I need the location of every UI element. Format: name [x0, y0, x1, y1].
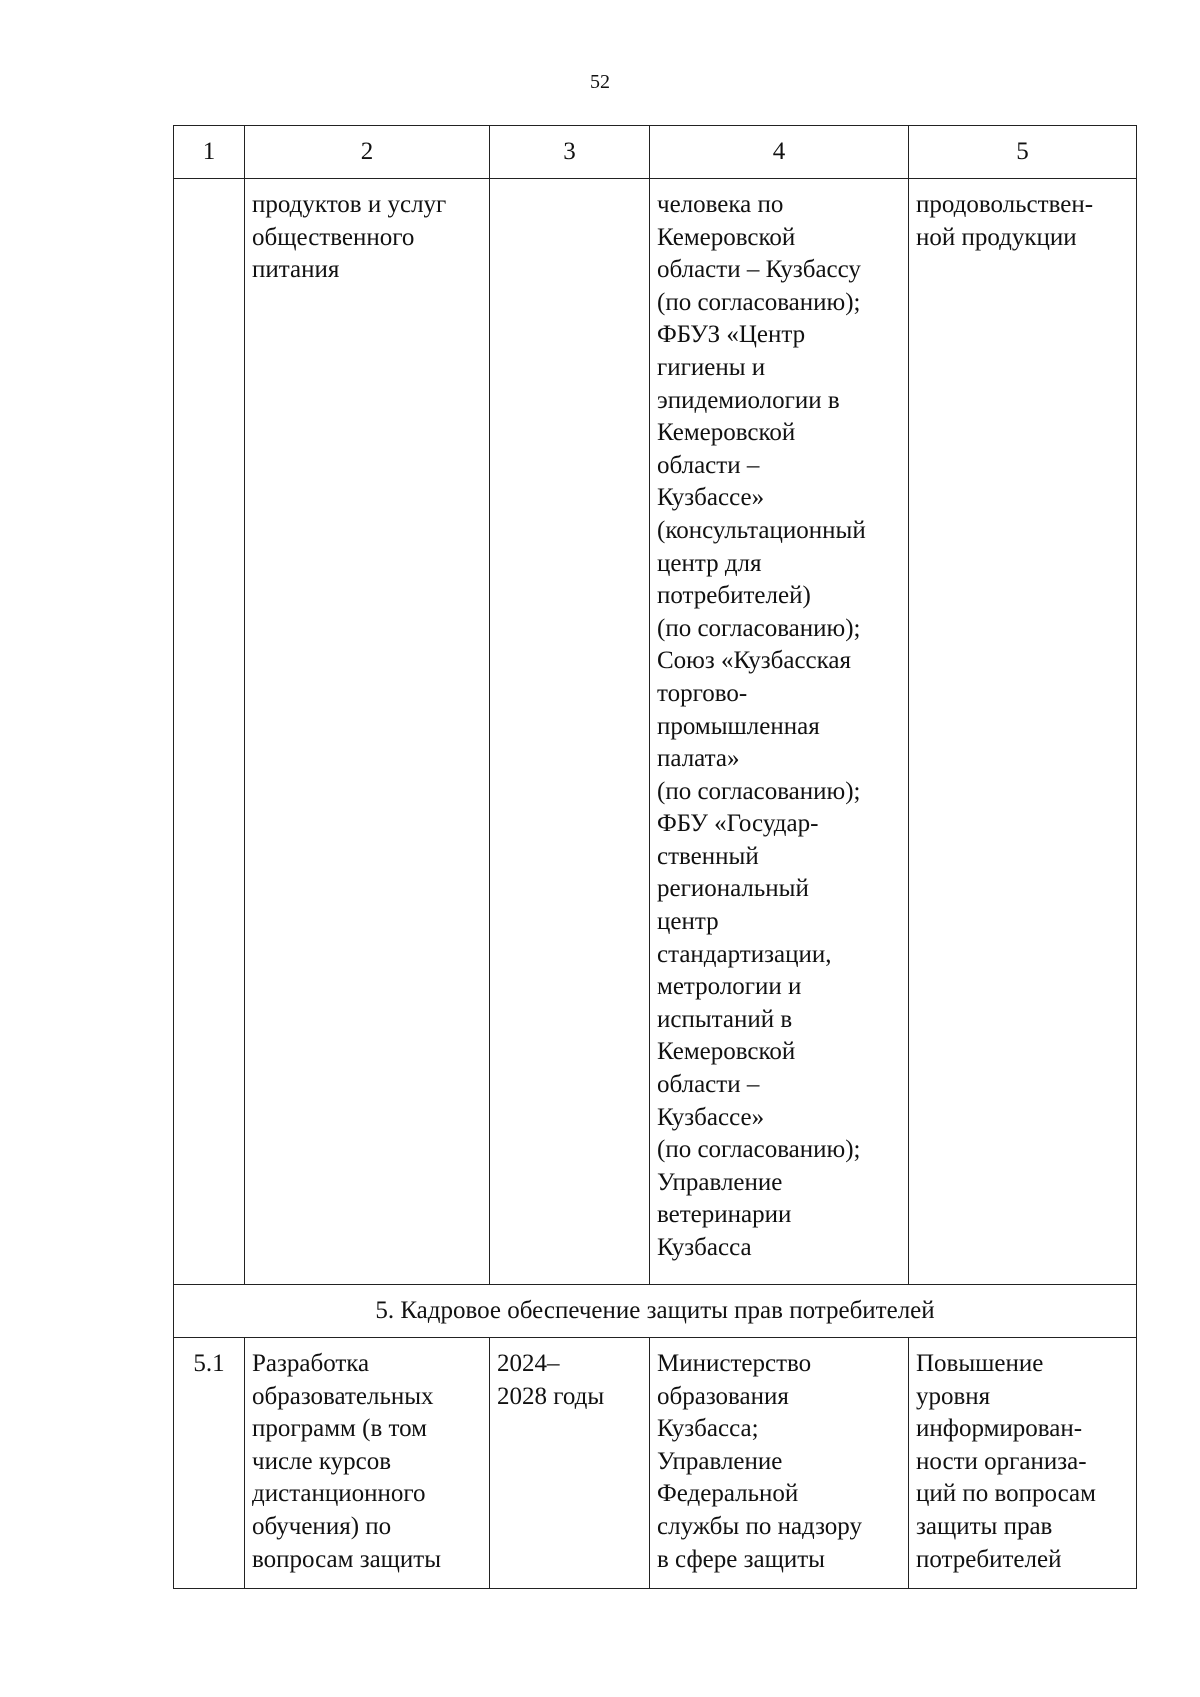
cell-number: 5.1	[174, 1338, 245, 1589]
page-number: 52	[590, 71, 610, 93]
cell-period	[490, 179, 650, 1285]
cell-result: продовольствен- ной продукции	[909, 179, 1137, 1285]
cell-executors: человека по Кемеровской области – Кузбассу (по согласованию); ФБУЗ «Центр гигиены и эпидемиологии в Кемеровской области – Кузбассе» (консультационный центр для потребителей) (по согласованию); Союз «Кузбасская торгово- промышленная палата» (по согласованию); ФБУ «Государ- ственный региональный центр стандартизации, метрологии и испытаний в Кемеровской области – Кузбассе» (по согласованию); Управление ветеринарии Кузбасса	[650, 179, 909, 1285]
header-col-3: 3	[490, 126, 650, 179]
section-title: 5. Кадровое обеспечение защиты прав потребителей	[174, 1285, 1137, 1338]
table-row	[174, 179, 1137, 1285]
cell-period: 2024– 2028 годы	[490, 1338, 650, 1589]
header-col-4: 4	[650, 126, 909, 179]
cell-measure: Разработка образовательных программ (в том числе курсов дистанционного обучения) по вопросам защиты	[245, 1338, 490, 1589]
table-row	[174, 1338, 1137, 1589]
table-header-row	[174, 126, 1137, 179]
cell-number	[174, 179, 245, 1285]
header-col-2: 2	[245, 126, 490, 179]
section-heading-row	[174, 1285, 1137, 1338]
cell-result: Повышение уровня информирован- ности организа- ций по вопросам защиты прав потребителей	[909, 1338, 1137, 1589]
cell-measure: продуктов и услуг общественного питания	[245, 179, 490, 1285]
header-col-5: 5	[909, 126, 1137, 179]
measures-table	[173, 125, 1137, 1589]
cell-executors: Министерство образования Кузбасса; Управление Федеральной службы по надзору в сфере защиты	[650, 1338, 909, 1589]
header-col-1: 1	[174, 126, 245, 179]
